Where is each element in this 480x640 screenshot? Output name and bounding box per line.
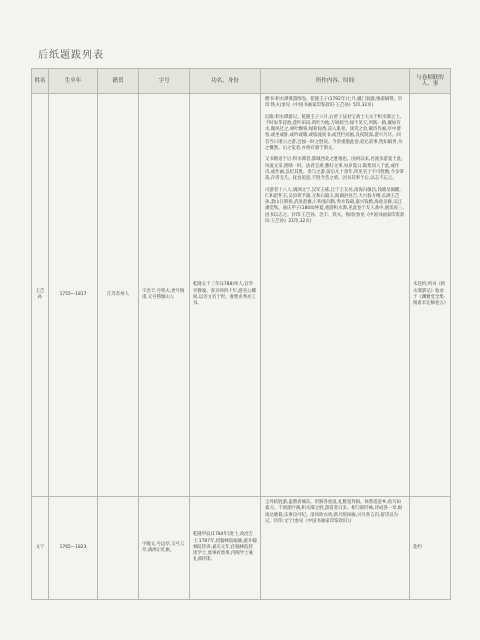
- header-status: 功名、身份: [190, 69, 261, 94]
- cell-works: [261, 497, 410, 600]
- works-entry: 尘外结胜游,盍簪喜城东。形骸各放浪,礼数宽拜揖。休然适意乡,鱼鸟如素习。千顷莲叶满,积水潭之胜,游赏者日多。相与联吟咏,诗成各一章,纵谈达晓暮,乐事良可纪。清风吹衣袂,新月照回廊,兴尽各言归,留诗以为记。钤印:文宁(参见《中国书画家印鉴款识》): [265, 500, 403, 524]
- cell-works: [261, 94, 410, 497]
- works-entry: 可游者十八人:满洲文宁,汉军玉栋,江宁王友亮,南海冯敏昌,钱塘吴锡麒,仁和赵怀玉,吴县蒋予蒲,元和石韫玉,阳湖洪亮吉,大兴翁方纲,长洲王芑孙,萧山汪辉祖,武进赵翼,仁和张问陶,秀水钱载,嘉兴钱楷,海盐吴修,吴江潘奕隽。嘉庆甲子(1804)仲夏,重游积水潭,见此卷于友人斋中,展读再三,因书以志之。钤印:王芑孙、念丰、铁夫、惕甫(参见《中国书画家印鉴款识·王芑孙》21印,32页): [265, 187, 405, 225]
- cell-status: 乾隆五十三年(1788)举人,官华亭教谕。客京师四十年,游名公卿间,以诗文名于世。妻曹贞秀亦工书。: [190, 94, 261, 497]
- colophon-table: [31, 68, 451, 600]
- works-entry: 又书数语于后:积水潭者,都城西北之胜地也。国初以来,名流多游宴于此,风流文采,照映一时。法君宝斋,雅好文事,每岁夏日,辄集同人于此,或作诗,或作画,以纪其胜。余与之游,前后凡十余年,所见名士不可胜数,今多零落,存者无几。抚卷追思,不胜今昔之感。因书其事于后,以志不忘云。: [265, 157, 404, 182]
- cell-style-names: 字念丰,号铁夫,更号惕甫,又号楞伽山人: [139, 94, 190, 497]
- header-name: 姓名: [32, 69, 49, 94]
- header-related: 与卷相联的人、事: [410, 69, 451, 94]
- table-header-row: [32, 69, 451, 94]
- table-row: [32, 497, 451, 600]
- cell-name: 文宁: [32, 497, 49, 600]
- cell-style-names: 字殿文,号远亭,又号云亭,满洲正红旗。: [139, 497, 190, 600]
- cell-related: 赴约: [410, 497, 451, 600]
- cell-name: 王芑孙: [32, 94, 49, 497]
- cell-status: 乾隆甲辰(1784年)进士,改庶吉士,1787年,授翰林院编修,旋升翰林院侍讲,嘉庆元年,任翰林院侍读学士,詹事府詹事,内阁学士兼礼部侍郎。: [190, 497, 261, 600]
- works-entry: 后跋:积水潭游记。乾隆壬子六月,右庶子法君宝斋士大夫于积水潭之上。于时朱华冒池,莲叶田田,荷叶为地,万顷暗空,绿不见天,所践一路,翼如有水,微风过之,翠叶飘零,绿荷间香,凉入肌骨。谈笑之余,赋诗作画,亭中诸客,或坐或卧,或吟或啸,或临流而书,或凭栏而画,良夜既深,游兴乃尽。回首当日诸公之游,岂独一时之胜哉。今余重题此卷,追忆前事,恍如隔世,为之慨然。后之览者,亦将有感于斯文。: [265, 114, 404, 152]
- works-entry: 楷书:积水潭燕游图卷。乾隆壬子(1792年)七月,橘门翁题,惕甫稿赞。钤印:铁夫(参见《中国书画家印鉴款识·王芑孙》5印,32页): [265, 97, 403, 109]
- header-style-names: 字号: [139, 69, 190, 94]
- cell-related: 未赴约;所书《积水潭游记》收录于《渊雅堂全集·惕甫未定稿卷五》: [410, 94, 451, 497]
- table-row: [32, 94, 451, 497]
- cell-native-place: 江苏苏州人: [98, 94, 139, 497]
- header-years: 生卒年: [49, 69, 98, 94]
- cell-years: 1765—1823: [49, 497, 98, 600]
- cell-years: 1755—1817: [49, 94, 98, 497]
- header-native-place: 籍贯: [98, 69, 139, 94]
- header-works: 所作内容、时间: [261, 69, 410, 94]
- page-title: 后纸题跋列表: [38, 50, 104, 61]
- cell-native-place: [98, 497, 139, 600]
